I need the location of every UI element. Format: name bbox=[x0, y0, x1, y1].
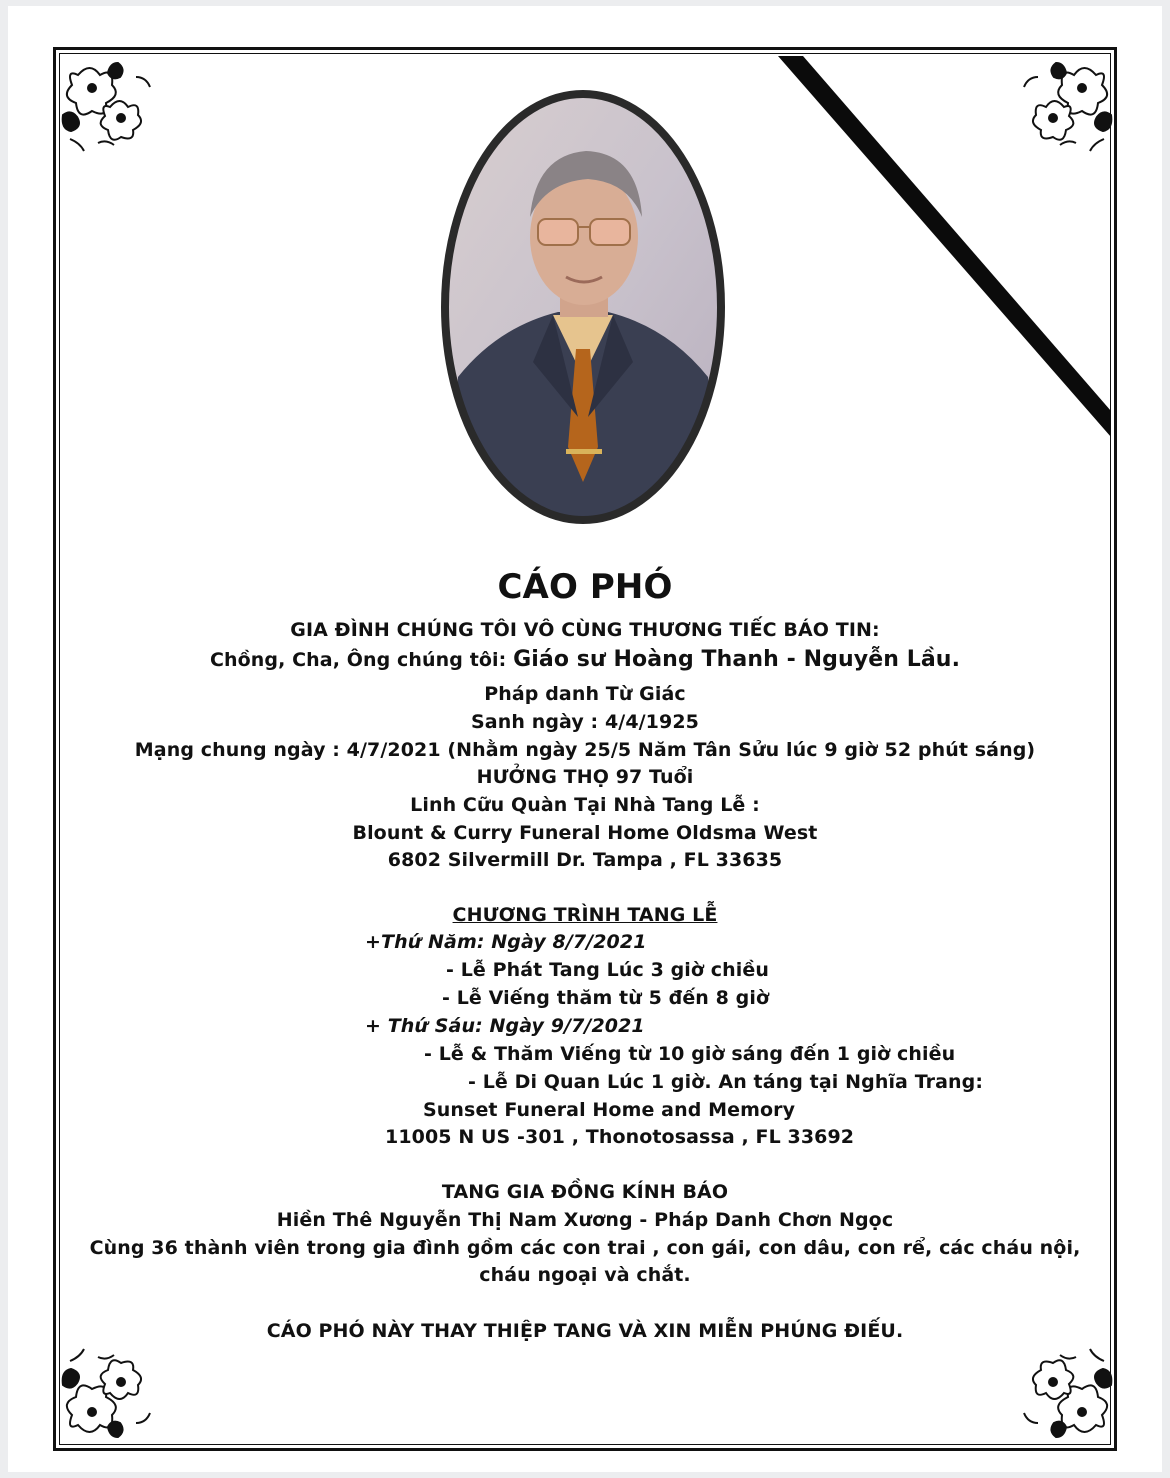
cemetery-name: Sunset Funeral Home and Memory bbox=[423, 1099, 796, 1121]
viewing-heading: Linh Cữu Quàn Tại Nhà Tang Lễ : bbox=[410, 794, 760, 816]
program-day-1: +Thứ Năm: Ngày 8/7/2021 bbox=[365, 931, 647, 953]
program-day-1-item-2: - Lễ Viếng thăm từ 5 đến 8 giờ bbox=[442, 987, 770, 1009]
funeral-home-name: Blount & Curry Funeral Home Oldsma West bbox=[352, 822, 818, 844]
program-day-2-item-2: - Lễ Di Quan Lúc 1 giờ. An táng tại Nghĩa Trang: bbox=[468, 1071, 984, 1093]
announcement-line: GIA ĐÌNH CHÚNG TÔI VÔ CÙNG THƯƠNG TIẾC BÁO TIN: bbox=[290, 619, 880, 641]
spouse-line: Hiền Thê Nguyễn Thị Nam Xương - Pháp Danh Chơn Ngọc bbox=[276, 1209, 894, 1231]
relation-prefix: Chồng, Cha, Ông chúng tôi: bbox=[209, 649, 507, 671]
program-day-2-item-1: - Lễ & Thăm Viếng từ 10 giờ sáng đến 1 giờ chiều bbox=[424, 1043, 956, 1065]
family-members-line-1: Cùng 36 thành viên trong gia đình gồm các con trai , con gái, con dâu, con rể, các cháu nội, bbox=[89, 1237, 1081, 1259]
cemetery-address: 11005 N US -301 , Thonotosassa , FL 33692 bbox=[385, 1126, 855, 1148]
deceased-line bbox=[0, 647, 1170, 672]
family-members-line-2: cháu ngoại và chắt. bbox=[479, 1264, 691, 1286]
family-heading: TANG GIA ĐỒNG KÍNH BÁO bbox=[441, 1181, 729, 1203]
flower-ornament-icon bbox=[58, 55, 158, 155]
program-day-2: + Thứ Sáu: Ngày 9/7/2021 bbox=[365, 1015, 645, 1037]
funeral-home-address: 6802 Silvermill Dr. Tampa , FL 33635 bbox=[387, 849, 783, 871]
document-title: CÁO PHÓ bbox=[497, 567, 673, 607]
flower-ornament-icon bbox=[1016, 55, 1116, 155]
program-day-1-item-1: - Lễ Phát Tang Lúc 3 giờ chiều bbox=[446, 959, 769, 981]
deceased-name: Giáo sư Hoàng Thanh - Nguyễn Lầu. bbox=[513, 647, 961, 672]
closing-line: CÁO PHÓ NÀY THAY THIỆP TANG VÀ XIN MIỄN PHÚNG ĐIẾU. bbox=[266, 1320, 904, 1342]
program-heading: CHƯƠNG TRÌNH TANG LỄ bbox=[452, 904, 718, 926]
flower-ornament-icon bbox=[58, 1345, 158, 1445]
dharma-name: Pháp danh Từ Giác bbox=[484, 683, 686, 705]
portrait-photo bbox=[438, 87, 728, 528]
age-line: HƯỞNG THỌ 97 Tuổi bbox=[476, 766, 694, 788]
birth-date: Sanh ngày : 4/4/1925 bbox=[471, 711, 699, 733]
death-date: Mạng chung ngày : 4/7/2021 (Nhằm ngày 25/5 Năm Tân Sửu lúc 9 giờ 52 phút sáng) bbox=[134, 739, 1036, 761]
flower-ornament-icon bbox=[1016, 1345, 1116, 1445]
